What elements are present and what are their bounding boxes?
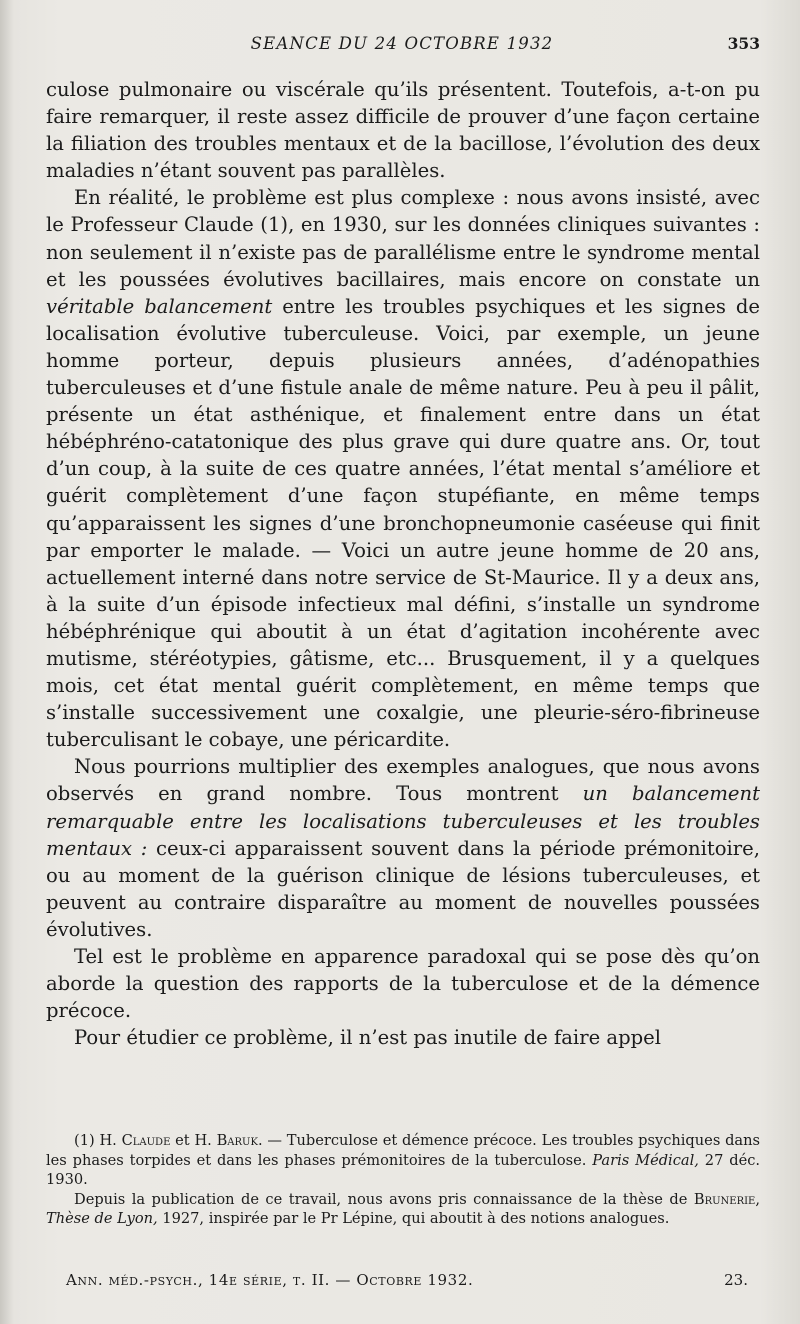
paragraph-4: Tel est le problème en apparence paradoxal qui se pose dès qu’on aborde la question des rapports de la tuberculose et de la démence précoce. <box>46 945 760 1023</box>
footnote-2-text-b: 1927, inspirée par le Pr Lépine, qui aboutit à des notions analogues. <box>157 1210 670 1227</box>
journal-citation: Ann. méd.-psych., 14e série, t. II. — Octobre 1932. <box>66 1271 474 1289</box>
paragraph-3-emphasis: un balancement remarquable entre les localisations tuberculeuses et les troubles mentaux : <box>46 782 760 860</box>
page-number: 353 <box>727 34 760 53</box>
footnote-1-author-1: H. Claude <box>99 1132 171 1149</box>
footnote-2-thesis: Thèse de Lyon, <box>46 1210 158 1227</box>
footnote-2-text-a: Depuis la publication de ce travail, nous avons pris connaissance de la thèse de <box>74 1190 694 1208</box>
paragraph-3-text-b: ceux-ci apparaissent souvent dans la période prémonitoire, ou au moment de la guérison clinique de lésions tuberculeuses, et peuvent au contraire disparaître au moment de nouvelles poussées évolutives. <box>46 836 760 941</box>
footnote-1-journal: Paris Médical, <box>592 1151 699 1169</box>
footnote-2 <box>46 1190 760 1229</box>
paragraph-2 <box>46 184 760 753</box>
paragraph-5: Pour étudier ce problème, il n’est pas inutile de faire appel <box>74 1026 662 1050</box>
footnote-1-marker: (1) <box>74 1132 100 1149</box>
footnote-2-author: Brunerie <box>693 1190 756 1208</box>
paragraph-2-text-b: entre les troubles psychiques et les signes de localisation évolutive tuberculeuse. Voici, par exemple, un jeune homme porteur, depuis plusieurs années, d’adénopathies tuberculeuses et d’une fistule anale de même nature. Peu à peu il pâlit, présente un état asthénique, et finalement entre dans un état hébéphréno-catatonique des plus grave qui dure quatre ans. Or, tout d’un coup, à la suite de ces quatre années, l’état mental s’améliore et guérit complètement d’une façon stupéfiante, en même temps qu’apparaissent les signes d’une bronchopneumonie caséeuse qui finit par emporter le malade. — Voici un autre jeune homme de 20 ans, actuellement interné dans notre service de St-Maurice. Il y a deux ans, à la suite d’un épisode infectieux mal défini, s’installe un syndrome hébéphrénique qui aboutit à un état d’agitation incohérente avec mutisme, stéréotypies, gâtisme, etc... Brusquement, il y a quelques mois, cet état mental guérit complètement, en même temps que s’installe successivement une coxalgie, une pleurie-séro-fibrineuse tuberculisant le cobaye, une péricardite. <box>46 294 760 752</box>
paragraph-2-text-a: En réalité, le problème est plus complexe : nous avons insisté, avec le Professeur Claude (1), en 1930, sur les données cliniques suivantes : non seulement il n’existe pas de parallélisme entre le syndrome mental et les poussées évolutives bacillaires, mais encore on constate un <box>46 186 760 291</box>
footnote-1-conjunction: et <box>170 1132 195 1149</box>
footnote-1-text: . — Tuberculose et démence précoce. Les troubles psychiques dans les phases torpides et dans les phases prémonitoires de la tuberculose. <box>46 1132 761 1169</box>
paragraph-3-text-a: Nous pourrions multiplier des exemples analogues, que nous avons observés en grand nombre. Tous montrent <box>46 755 760 806</box>
paragraph-1: culose pulmonaire ou viscérale qu’ils présentent. Toutefois, a-t-on pu faire remarquer, il reste assez difficile de prouver d’une façon certaine la filiation des troubles mentaux et de la bacillose, l’évolution des deux maladies n’étant souvent pas parallèles. <box>46 78 760 183</box>
signature-mark: 23. <box>724 1271 748 1289</box>
footnote-2-separator: , <box>755 1190 760 1208</box>
paragraph-3 <box>46 753 760 943</box>
page-footer <box>66 1271 748 1293</box>
main-text <box>46 76 760 1051</box>
footnotes <box>46 1131 760 1229</box>
paragraph-2-emphasis: véritable balancement <box>46 294 273 318</box>
running-title: SEANCE DU 24 OCTOBRE 1932 <box>250 34 554 53</box>
footnote-1 <box>46 1131 760 1190</box>
page-header <box>44 34 760 54</box>
footnote-1-author-2: H. Baruk <box>194 1132 258 1149</box>
footnote-1-date: 27 déc. 1930. <box>46 1151 761 1188</box>
